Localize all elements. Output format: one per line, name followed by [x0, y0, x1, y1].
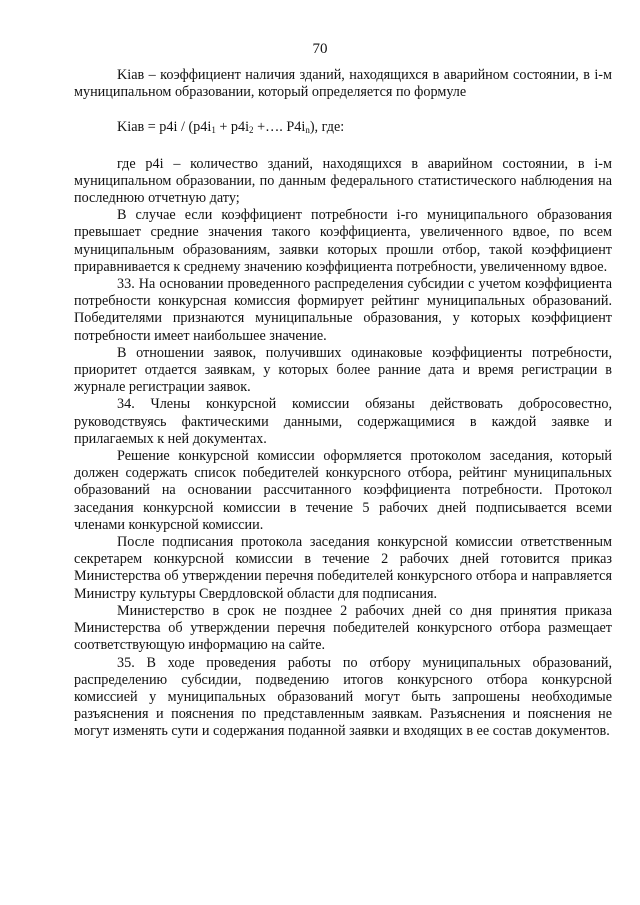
paragraph-item-35: 35. В ходе проведения работы по отбору муниципальных образований, распределению субсидии, подведению итогов конкурсного отбора конкурсной комиссией у муниципальных образований могут быть запрошены необходимые разъяснения и пояснения по представленным заявкам. Разъяснения и пояснения не могут изменять сути и содержания поданной заявки и входящих в ее состав документов.	[74, 654, 612, 740]
paragraph-p4i-definition: где p4i – количество зданий, находящихся в аварийном состоянии, в i-м муниципальном образовании, по данным федерального статистического наблюдения на последнюю отчетную дату;	[74, 155, 612, 207]
formula-plus: + p4i	[215, 119, 250, 136]
paragraph-publication: Министерство в срок не позднее 2 рабочих дней со дня принятия приказа Министерства об утверждении перечня победителей конкурсного отбора размещает соответствующую информацию на сайте.	[74, 602, 612, 654]
paragraph-equal-coefficients: В отношении заявок, получивших одинаковые коэффициенты потребности, приоритет отдается заявкам, у которых более ранние дата и время регистрации в журнале регистрации заявок.	[74, 344, 612, 396]
document-body	[74, 67, 612, 741]
formula	[74, 101, 612, 155]
formula-tail: ), где:	[309, 119, 345, 136]
page-number: 70	[312, 41, 328, 57]
paragraph-average-coefficient: В случае если коэффициент потребности i-го муниципального образования превышает средние значения такого коэффициента, увеличенного вдвое, по всем муниципальным образованиям, заявки которых прошли отбор, такой коэффициент приравнивается к среднему значению коэффициента потребности, увеличенному вдвое.	[74, 207, 612, 275]
paragraph-order-preparation: После подписания протокола заседания конкурсной комиссии ответственным секретарем конкурсной комиссии в течение 2 рабочих дней готовится приказ Министерства об утверждении перечня победителей конкурсного отбора и направляется Министру культуры Свердловской области для подписания.	[74, 534, 612, 602]
formula-sub-n: n	[305, 125, 310, 136]
formula-dots: +…. P4i	[253, 119, 306, 136]
paragraph-coefficient-definition: Kiав – коэффициент наличия зданий, находящихся в аварийном состоянии, в i-м муниципальном образовании, который определяется по формуле	[74, 67, 612, 101]
formula-sub-1: 1	[211, 125, 216, 136]
formula-sub-2: 2	[249, 125, 254, 136]
paragraph-item-34: 34. Члены конкурсной комиссии обязаны действовать добросовестно, руководствуясь фактическими данными, содержащимися в каждой заявке и прилагаемых к ней документах.	[74, 396, 612, 447]
paragraph-item-33: 33. На основании проведенного распределения субсидии с учетом коэффициента потребности конкурсная комиссия формирует рейтинг муниципальных образований. Победителями признаются муниципальные образования, у которых коэффициент потребности имеет наибольшее значение.	[74, 276, 612, 344]
paragraph-protocol: Решение конкурсной комиссии оформляется протоколом заседания, который должен содержать список победителей конкурсного отбора, рейтинг муниципальных образований на основании рассчитанного коэффициента потребности. Протокол заседания конкурсной комиссии в течение 5 рабочих дней подписывается всеми членами конкурсной комиссии.	[74, 448, 612, 533]
formula-lhs: Kiав = p4i / (p4i	[117, 119, 212, 136]
